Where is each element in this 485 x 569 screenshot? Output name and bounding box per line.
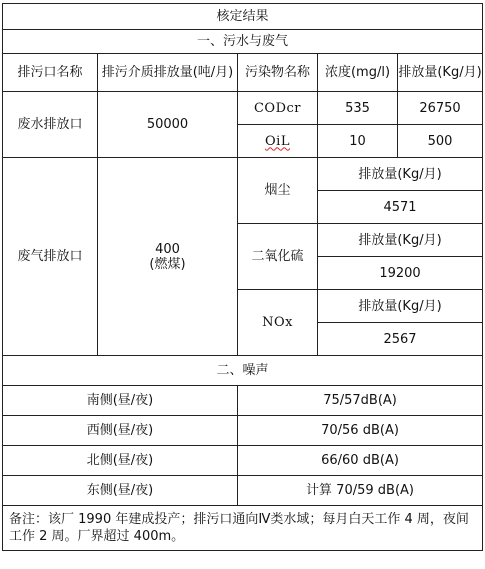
exhaust-volume (98, 158, 238, 356)
dust-emission-value: 4571 (318, 191, 483, 224)
noise-value-east: 计算 70/59 dB(A) (238, 476, 483, 506)
wastewater-outlet-name: 废水排放口 (3, 92, 98, 158)
pollutant-nox: NOx (238, 290, 318, 356)
wastewater-volume: 50000 (98, 92, 238, 158)
concentration-oil: 10 (318, 125, 398, 158)
exhaust-volume-note: (燃煤) (149, 256, 186, 272)
noise-side-east: 东侧(昼/夜) (3, 476, 238, 506)
noise-value-west: 70/56 dB(A) (238, 416, 483, 446)
noise-side-north: 北侧(昼/夜) (3, 446, 238, 476)
nox-emission-value: 2567 (318, 323, 483, 356)
nox-emission-label: 排放量(Kg/月) (318, 290, 483, 323)
exhaust-volume-value: 400 (155, 241, 180, 257)
emission-codcr: 26750 (398, 92, 483, 125)
exhaust-outlet-name: 废气排放口 (3, 158, 98, 356)
pollutant-so2: 二氧化硫 (238, 224, 318, 290)
header-pollutant-name: 污染物名称 (238, 54, 318, 92)
pollutant-dust: 烟尘 (238, 158, 318, 224)
noise-side-west: 西侧(昼/夜) (3, 416, 238, 446)
header-emission: 排放量(Kg/月) (398, 54, 483, 92)
noise-side-south: 南侧(昼/夜) (3, 386, 238, 416)
remarks-note: 备注：该厂 1990 年建成投产；排污口通向Ⅳ类水域；每月白天工作 4 周，夜间工作 2 周。厂界超过 400m。 (3, 506, 483, 551)
noise-value-north: 66/60 dB(A) (238, 446, 483, 476)
header-outlet-name: 排污口名称 (3, 54, 98, 92)
header-discharge-volume: 排污介质排放量(吨/月) (98, 54, 238, 92)
pollutant-oil-text: OiL (265, 133, 290, 149)
header-concentration: 浓度(mg/l) (318, 54, 398, 92)
table-title: 核定结果 (3, 4, 483, 30)
section2-title: 二、噪声 (3, 356, 483, 386)
section1-title: 一、污水与废气 (3, 30, 483, 54)
noise-value-south: 75/57dB(A) (238, 386, 483, 416)
pollutant-oil (238, 125, 318, 158)
pollutant-codcr: CODcr (238, 92, 318, 125)
emission-oil: 500 (398, 125, 483, 158)
so2-emission-value: 19200 (318, 257, 483, 290)
concentration-codcr: 535 (318, 92, 398, 125)
dust-emission-label: 排放量(Kg/月) (318, 158, 483, 191)
so2-emission-label: 排放量(Kg/月) (318, 224, 483, 257)
verification-result-table (2, 3, 483, 551)
